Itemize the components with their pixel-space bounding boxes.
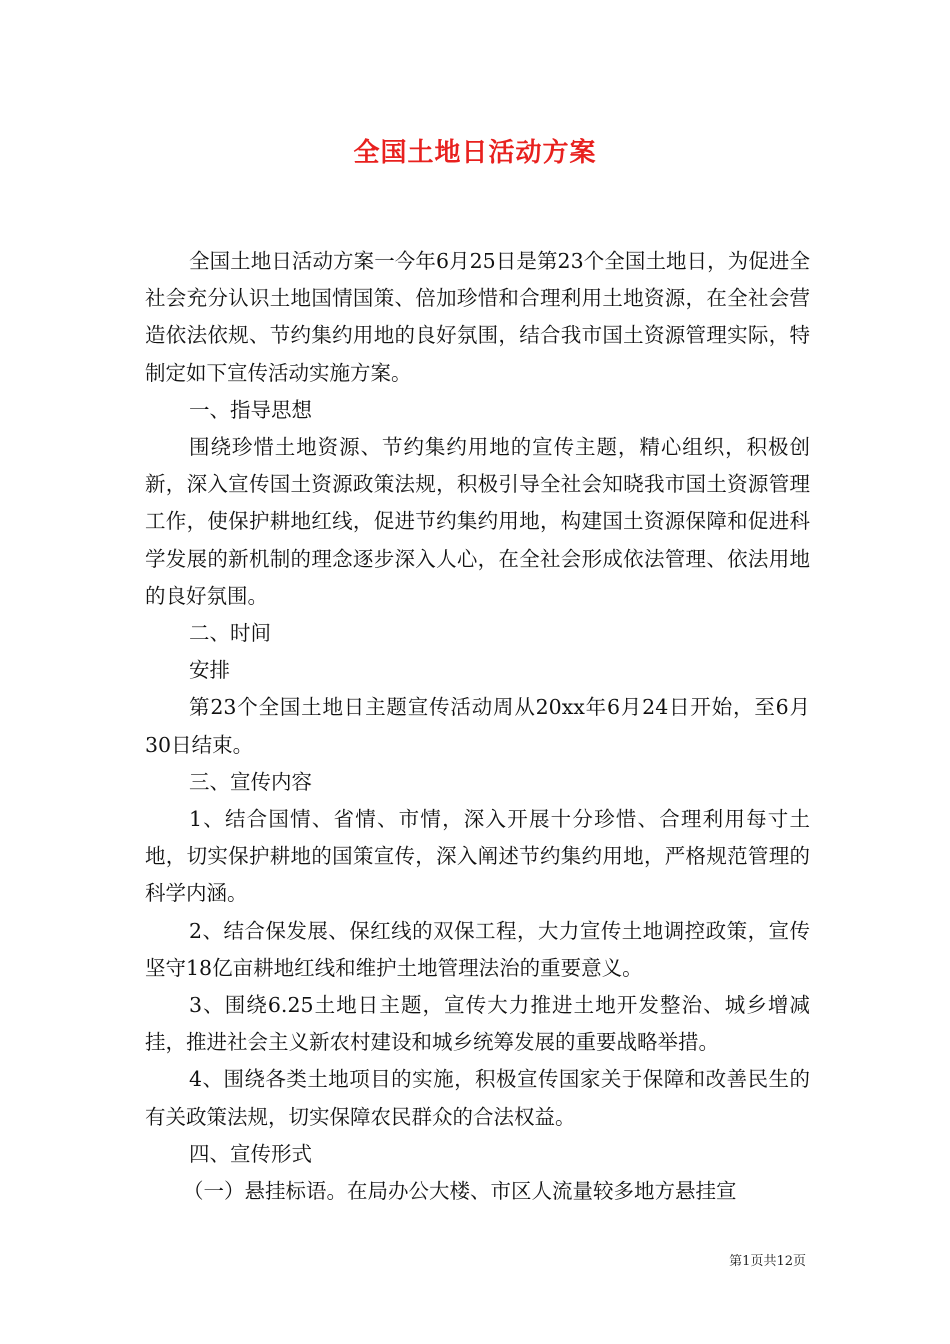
forms-item-1: （一）悬挂标语。在局办公大楼、市区人流量较多地方悬挂宣: [183, 1179, 737, 1204]
section-subheading-arrangement: 安排: [189, 658, 230, 683]
guiding-ideology-paragraph: 围绕珍惜土地资源、节约集约用地的宣传主题，精心组织，积极创新，深入宣传国土资源政策法规，积极引导全社会知晓我市国土资源管理工作，使保护耕地红线，促进节约集约用地，构建国土资源保障和促进科学发展的新机制的理念逐步深入人心，在全社会形成依法管理、依法用地的良好氛围。: [145, 435, 810, 608]
content-item-3: 3、围绕6.25土地日主题，宣传大力推进土地开发整治、城乡增减挂，推进社会主义新农村建设和城乡统筹发展的重要战略举措。: [145, 993, 810, 1055]
section-heading-time: 二、时间: [189, 621, 271, 646]
content-item-2: 2、结合保发展、保红线的双保工程，大力宣传土地调控政策，宣传坚守18亿亩耕地红线和维护土地管理法治的重要意义。: [145, 918, 810, 980]
section-heading-guiding-ideology: 一、指导思想: [189, 397, 312, 422]
content-item-1: 1、结合国情、省情、市情，深入开展十分珍惜、合理利用每寸土地，切实保护耕地的国策宣传，深入阐述节约集约用地，严格规范管理的科学内涵。: [145, 807, 810, 906]
page-number-footer: 第1页共12页: [729, 1254, 806, 1269]
time-arrangement-paragraph: 第23个全国土地日主题宣传活动周从20xx年6月24日开始，至6月30日结束。: [145, 695, 810, 757]
section-heading-content: 三、宣传内容: [189, 769, 312, 794]
intro-paragraph: 全国土地日活动方案一今年6月25日是第23个全国土地日，为促进全社会充分认识土地国情国策、倍加珍惜和合理利用土地资源，在全社会营造依法依规、节约集约用地的良好氛围，结合我市国土资源管理实际，特制定如下宣传活动实施方案。: [145, 249, 810, 385]
document-title: 全国土地日活动方案: [353, 138, 597, 168]
document-body: [145, 243, 810, 1210]
section-heading-forms: 四、宣传形式: [189, 1141, 312, 1166]
content-item-4: 4、围绕各类土地项目的实施，积极宣传国家关于保障和改善民生的有关政策法规，切实保障农民群众的合法权益。: [145, 1067, 810, 1129]
